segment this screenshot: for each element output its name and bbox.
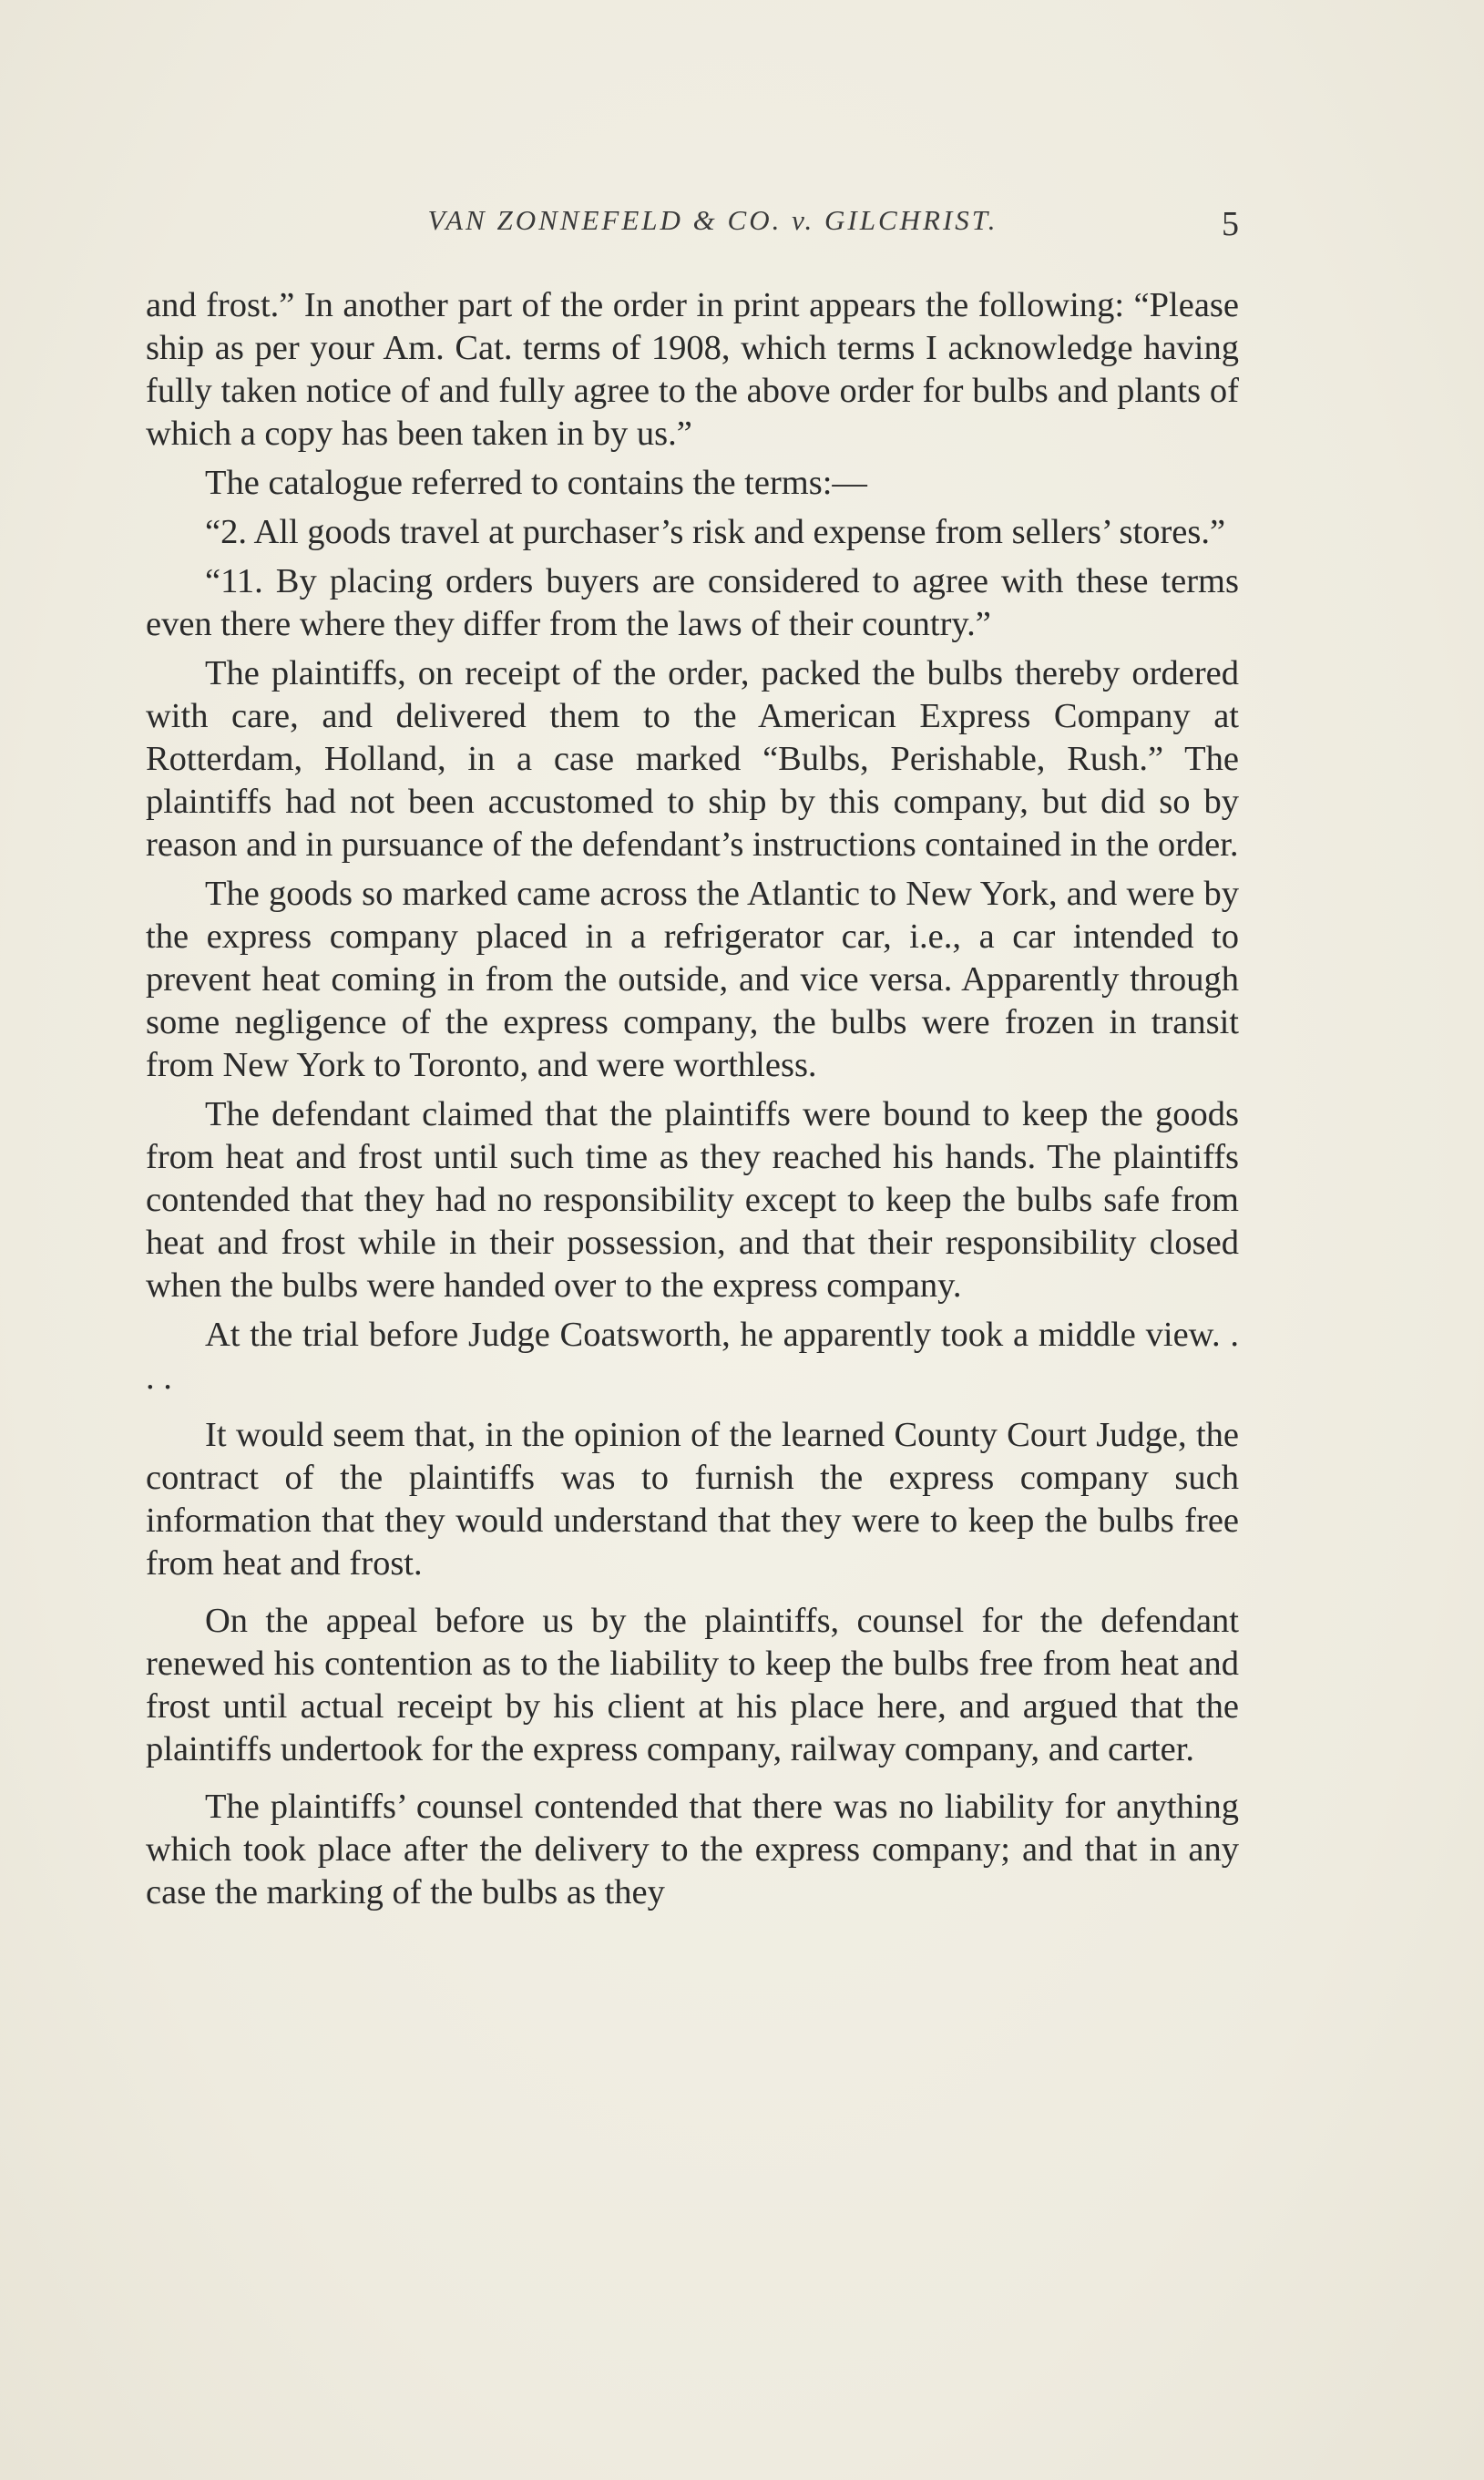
paragraph: The defendant claimed that the plaintiffs were bound to keep the goods from heat and frost until such time as they reached his hands. The plaintiffs contended that they had no responsibility except to keep the bulbs safe from heat and frost while in their possession, and that their responsibility closed when the bulbs were handed over to the express company.: [146, 1095, 1239, 1305]
paragraph: On the appeal before us by the plaintiffs, counsel for the defendant renewed his contention as to the liability to keep the bulbs free from heat and frost until actual receipt by his client at his place here, and argued that the plaintiffs undertook for the express company, railway company, and carter.: [146, 1602, 1239, 1768]
paragraph: The catalogue referred to contains the terms:—: [205, 464, 867, 502]
paragraph: It would seem that, in the opinion of the learned County Court Judge, the contract of the plaintiffs was to furnish the express company such information that they would understand that they were to keep the bulbs free from heat and frost.: [146, 1416, 1239, 1583]
running-head: VAN ZONNEFELD & CO. v. GILCHRIST.: [427, 204, 998, 236]
paragraph: The plaintiffs’ counsel contended that there was no liability for anything which took place after the delivery to the express company; and that in any case the marking of the bulbs as they: [146, 1788, 1239, 1911]
paragraph: “2. All goods travel at purchaser’s risk and expense from sellers’ stores.”: [205, 513, 1226, 551]
paragraph: At the trial before Judge Coatsworth, he apparently took a middle view. . . .: [146, 1316, 1239, 1397]
paragraph: The goods so marked came across the Atlantic to New York, and were by the express company placed in a refrigerator car, i.e., a car intended to prevent heat coming in from the outside, and vice versa. Apparently through some negligence of the express company, the bulbs were frozen in transit from New York to Toronto, and were worthless.: [146, 875, 1239, 1084]
paragraph: The plaintiffs, on receipt of the order, packed the bulbs thereby ordered with care, and delivered them to the American Express Company at Rotterdam, Holland, in a case marked “Bulbs, Perishable, Rush.” The plaintiffs had not been accustomed to ship by this company, but did so by reason and in pursuance of the defendant’s instructions contained in the order.: [146, 654, 1239, 864]
body-text: [146, 284, 1239, 1921]
page-number: 5: [1222, 205, 1239, 243]
paragraph: and frost.” In another part of the order in print appears the following: “Please ship as per your Am. Cat. terms of 1908, which terms I acknowledge having fully taken notice of and fully agree to the above order for bulbs and plants of which a copy has been taken in by us.”: [146, 286, 1239, 453]
page-header: [187, 191, 1239, 246]
paragraph: “11. By placing orders buyers are considered to agree with these terms even there where they differ from the laws of their country.”: [146, 562, 1239, 643]
